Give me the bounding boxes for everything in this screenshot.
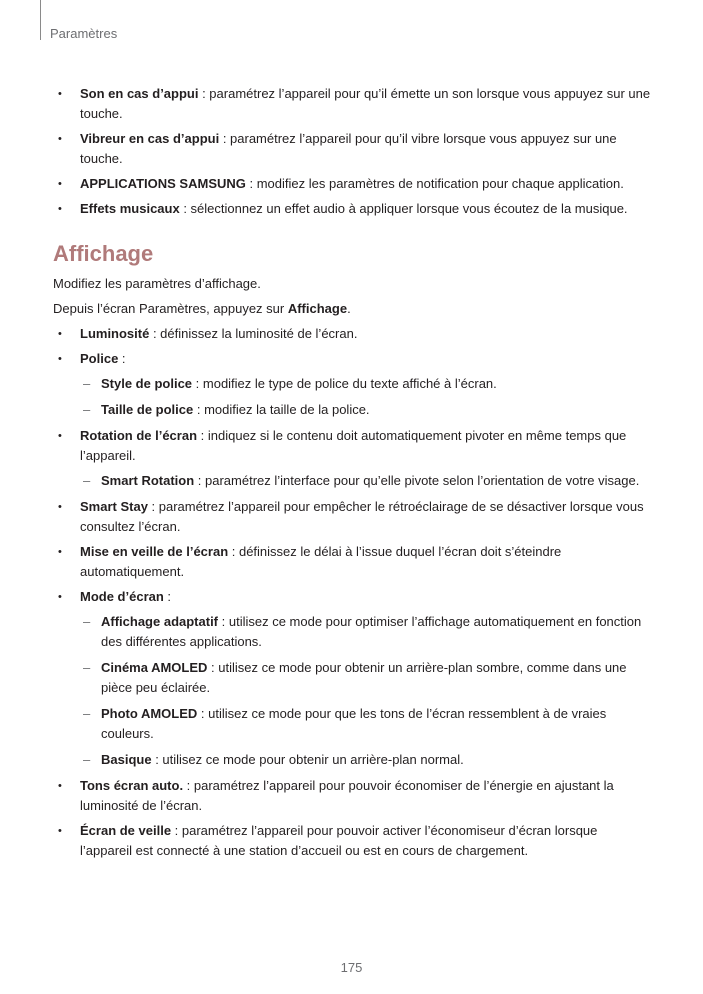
bullet-icon: • bbox=[58, 353, 62, 365]
item-text: : paramétrez l’appareil pour qu’il émette un son lorsque vous appuyez sur une touche. bbox=[80, 86, 651, 121]
item-text: : définissez le délai à l’issue duquel l’écran doit s’éteindre automatiquement. bbox=[80, 544, 562, 579]
item-term: Tons écran auto. bbox=[80, 778, 184, 793]
sub-list-item bbox=[80, 658, 653, 698]
sub-item-text: : utilisez ce mode pour optimiser l’affichage automatiquement en fonction des différentes applications. bbox=[101, 614, 642, 649]
item-term: Mode d’écran bbox=[80, 589, 164, 604]
dash-icon: – bbox=[83, 614, 91, 629]
bullet-icon: • bbox=[58, 825, 62, 837]
item-text: : définissez la luminosité de l’écran. bbox=[149, 326, 358, 341]
list-item bbox=[53, 587, 653, 770]
item-text: : paramétrez l’appareil pour empêcher le rétroéclairage de se désactiver lorsque vous consultez l’écran. bbox=[80, 499, 644, 534]
section-title: Affichage bbox=[53, 241, 154, 266]
sub-list bbox=[80, 374, 653, 420]
item-term: Luminosité bbox=[80, 326, 150, 341]
section-intro: Modifiez les paramètres d’affichage. bbox=[53, 276, 261, 291]
sub-list-item bbox=[80, 400, 653, 420]
section-path bbox=[53, 299, 653, 319]
list-item bbox=[53, 349, 653, 420]
sub-list bbox=[80, 612, 653, 770]
bullet-icon: • bbox=[58, 328, 62, 340]
display-settings-list bbox=[53, 324, 653, 861]
sub-list-item bbox=[80, 750, 653, 770]
item-term: Son en cas d’appui bbox=[80, 86, 199, 101]
item-term: Smart Stay bbox=[80, 499, 148, 514]
dash-icon: – bbox=[83, 376, 91, 391]
page-number: 175 bbox=[340, 960, 363, 975]
sub-item-term: Cinéma AMOLED bbox=[101, 660, 208, 675]
item-term: APPLICATIONS SAMSUNG bbox=[80, 176, 246, 191]
sub-item-term: Taille de police bbox=[101, 402, 194, 417]
item-text: : indiquez si le contenu doit automatiquement pivoter en même temps que l’appareil. bbox=[80, 428, 627, 463]
bullet-icon: • bbox=[58, 88, 62, 100]
sub-item-term: Smart Rotation bbox=[101, 473, 195, 488]
item-term: Vibreur en cas d’appui bbox=[80, 131, 220, 146]
sub-item-text: : utilisez ce mode pour que les tons de l’écran ressemblent à de vraies couleurs. bbox=[101, 706, 607, 741]
sub-item-text: : modifiez le type de police du texte affiché à l’écran. bbox=[192, 376, 497, 391]
sub-item-term: Affichage adaptatif bbox=[101, 614, 219, 629]
bullet-icon: • bbox=[58, 501, 62, 513]
item-term: Mise en veille de l’écran bbox=[80, 544, 229, 559]
item-text: : sélectionnez un effet audio à appliquer lorsque vous écoutez de la musique. bbox=[179, 201, 628, 216]
item-term: Police bbox=[80, 351, 119, 366]
item-text: : paramétrez l’appareil pour qu’il vibre lorsque vous appuyez sur une touche. bbox=[80, 131, 617, 166]
list-item bbox=[53, 324, 653, 344]
item-text: : modifiez les paramètres de notification pour chaque application. bbox=[245, 176, 624, 191]
list-item bbox=[53, 497, 653, 537]
sub-item-term: Photo AMOLED bbox=[101, 706, 198, 721]
list-item bbox=[53, 821, 653, 861]
list-item bbox=[53, 776, 653, 816]
list-item bbox=[53, 129, 653, 169]
dash-icon: – bbox=[83, 402, 91, 417]
sub-item-text: : modifiez la taille de la police. bbox=[193, 402, 370, 417]
sub-item-term: Style de police bbox=[101, 376, 193, 391]
sub-item-text: : utilisez ce mode pour obtenir un arrière-plan sombre, comme dans une pièce peu éclairée. bbox=[101, 660, 627, 695]
item-term: Rotation de l’écran bbox=[80, 428, 198, 443]
sub-item-text: : paramétrez l’interface pour qu’elle pivote selon l’orientation de votre visage. bbox=[194, 473, 640, 488]
sub-list bbox=[80, 471, 653, 491]
sub-list-item bbox=[80, 471, 653, 491]
path-term: Affichage bbox=[287, 301, 348, 316]
item-text: : bbox=[118, 351, 126, 366]
item-text: : bbox=[163, 589, 172, 604]
dash-icon: – bbox=[83, 473, 91, 488]
path-suffix: . bbox=[347, 301, 351, 316]
item-term: Effets musicaux bbox=[80, 201, 180, 216]
item-term: Écran de veille bbox=[80, 823, 172, 838]
list-item bbox=[53, 199, 653, 219]
list-item bbox=[53, 426, 653, 491]
dash-icon: – bbox=[83, 706, 91, 721]
item-text: : paramétrez l’appareil pour pouvoir activer l’économiseur d’écran lorsque l’appareil est connecté à une station d’accueil ou est en cours de chargement. bbox=[80, 823, 598, 858]
sub-list-item bbox=[80, 374, 653, 394]
bullet-icon: • bbox=[58, 133, 62, 145]
bullet-icon: • bbox=[58, 546, 62, 558]
path-prefix: Depuis l’écran Paramètres, appuyez sur bbox=[53, 301, 288, 316]
bullet-icon: • bbox=[58, 178, 62, 190]
bullet-icon: • bbox=[58, 780, 62, 792]
page-content bbox=[53, 84, 653, 866]
bullet-icon: • bbox=[58, 430, 62, 442]
dash-icon: – bbox=[83, 660, 91, 675]
sub-item-term: Basique bbox=[101, 752, 152, 767]
bullet-icon: • bbox=[58, 203, 62, 215]
sub-item-text: : utilisez ce mode pour obtenir un arrière-plan normal. bbox=[151, 752, 464, 767]
page-header-title: Paramètres bbox=[50, 26, 118, 41]
list-item bbox=[53, 542, 653, 582]
list-item bbox=[53, 84, 653, 124]
header-rule bbox=[40, 0, 41, 40]
sub-list-item bbox=[80, 612, 653, 652]
item-text: : paramétrez l’appareil pour pouvoir économiser de l’énergie en ajustant la luminosité de l’écran. bbox=[80, 778, 614, 813]
dash-icon: – bbox=[83, 752, 91, 767]
list-item bbox=[53, 174, 653, 194]
top-settings-list bbox=[53, 84, 653, 219]
sub-list-item bbox=[80, 704, 653, 744]
bullet-icon: • bbox=[58, 591, 62, 603]
